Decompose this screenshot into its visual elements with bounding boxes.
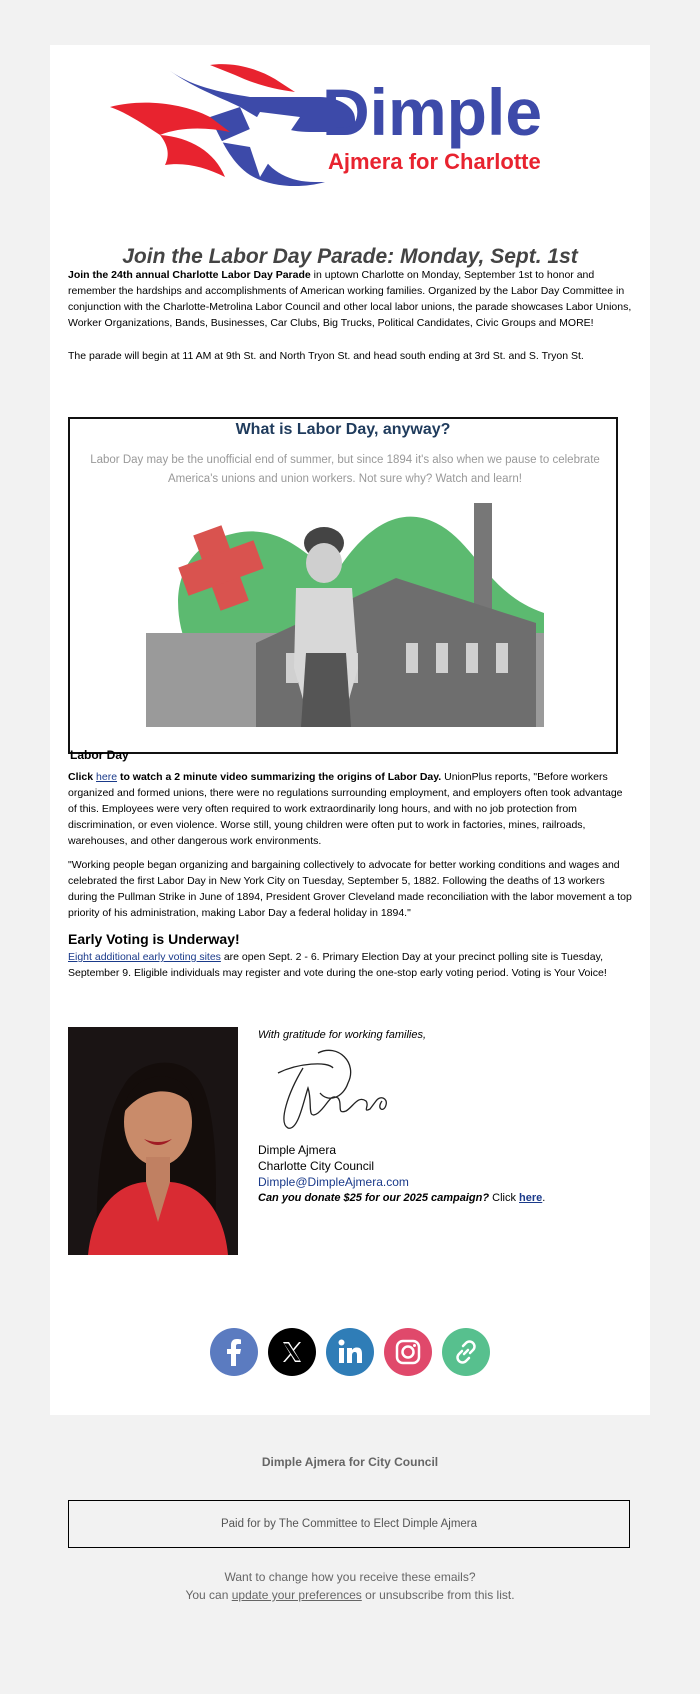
linkedin-icon[interactable] <box>326 1328 374 1376</box>
email-card <box>50 45 650 1415</box>
donate-link[interactable]: here <box>519 1192 543 1204</box>
link-icon[interactable] <box>442 1328 490 1376</box>
signer-role: Charlotte City Council <box>258 1159 375 1173</box>
donate-line: Can you donate $25 for our 2025 campaign? Click here. <box>258 1192 546 1204</box>
update-preferences-link[interactable]: update your preferences <box>231 1588 362 1602</box>
x-icon[interactable] <box>268 1328 316 1376</box>
history-quote: "Working people began organizing and bargaining collectively to advocate for better working conditions and wages and celebrated the first Labor Day in New York City on Tuesday, September 5, 1882. Following the deaths of 13 workers during the Pullman Strike in June of 1894, President Grover Cleveland made reconciliation with the labor movement a top priority of his administration, making Labor Day a federal holiday in 1894." <box>68 859 632 919</box>
parade-time: The parade will begin at 11 AM at 9th St. and North Tryon St. and head south ending at 3rd St. and S. Tryon St. <box>68 350 584 362</box>
preferences-question: Want to change how you receive these emails? <box>224 1570 476 1584</box>
instagram-icon[interactable] <box>384 1328 432 1376</box>
labor-history-image <box>146 503 544 727</box>
star-flag-icon <box>110 64 355 186</box>
early-voting-title: Early Voting is Underway! <box>68 931 240 947</box>
intro-bold: Join the 24th annual Charlotte Labor Day Parade <box>68 269 311 281</box>
logo-tagline: Ajmera for Charlotte <box>328 149 541 174</box>
preferences-footer: Want to change how you receive these emails? You can update your preferences or unsubscribe from this list. <box>0 1568 700 1604</box>
video-embed[interactable] <box>68 417 618 762</box>
embed-title: What is Labor Day, anyway? <box>235 421 451 438</box>
intro-paragraph: Join the 24th annual Charlotte Labor Day Parade in uptown Charlotte on Monday, September 1st to honor and remember the hardships and accomplishments of American working families. Organized by the Labor Day Committee in conjunction with the Charlotte-Metrolina Labor Council and other local labor unions, the parade showcases Labor Unions, Worker Organizations, Bands, Businesses, Car Clubs, Big Trucks, Political Candidates, Civic Groups and MORE! <box>68 269 632 329</box>
candidate-photo <box>68 1027 238 1255</box>
sign-off: With gratitude for working families, <box>258 1029 427 1041</box>
early-voting-link[interactable]: Eight additional early voting sites <box>68 951 221 963</box>
early-voting-paragraph: Eight additional early voting sites are open Sept. 2 - 6. Primary Election Day at your precinct polling site is Tuesday, September 9. Eligible individuals may register and vote during the one-stop early voting period. Voting is Your Voice! <box>68 951 607 979</box>
facebook-icon[interactable] <box>210 1328 258 1376</box>
email-link[interactable]: Dimple@DimpleAjmera.com <box>258 1175 409 1189</box>
social-links <box>210 1328 500 1380</box>
footer-org: Dimple Ajmera for City Council <box>261 1455 439 1469</box>
signer-name: Dimple Ajmera <box>258 1143 337 1157</box>
signature-block <box>258 1027 638 1206</box>
handwritten-signature <box>258 1043 408 1138</box>
headline: Join the Labor Day Parade: Monday, Sept. 1st <box>122 245 578 268</box>
video-link[interactable]: here <box>96 771 118 783</box>
embed-clipped-text: Labor Day <box>70 748 129 762</box>
paid-for-disclaimer: Paid for by The Committee to Elect Dimple Ajmera <box>68 1500 630 1548</box>
campaign-logo <box>110 57 590 207</box>
logo-name: Dimple <box>322 75 543 149</box>
video-paragraph: Click here to watch a 2 minute video summarizing the origins of Labor Day. UnionPlus reports, "Before workers organized and formed unions, there were no regulations surrounding employment, and employers often took advantage of this. Employees were very often required to work extraordinarily long hours, and with no job protection from discrimination, or even violence. Worse still, young children were often put to work in factories, mines, railroads, warehouses, and other dangerous work environments. <box>68 771 623 847</box>
embed-subtitle: Labor Day may be the unofficial end of summer, but since 1894 it's also when we pause to celebrate America's unions and union workers. Not sure why? Watch and learn! <box>90 454 600 485</box>
